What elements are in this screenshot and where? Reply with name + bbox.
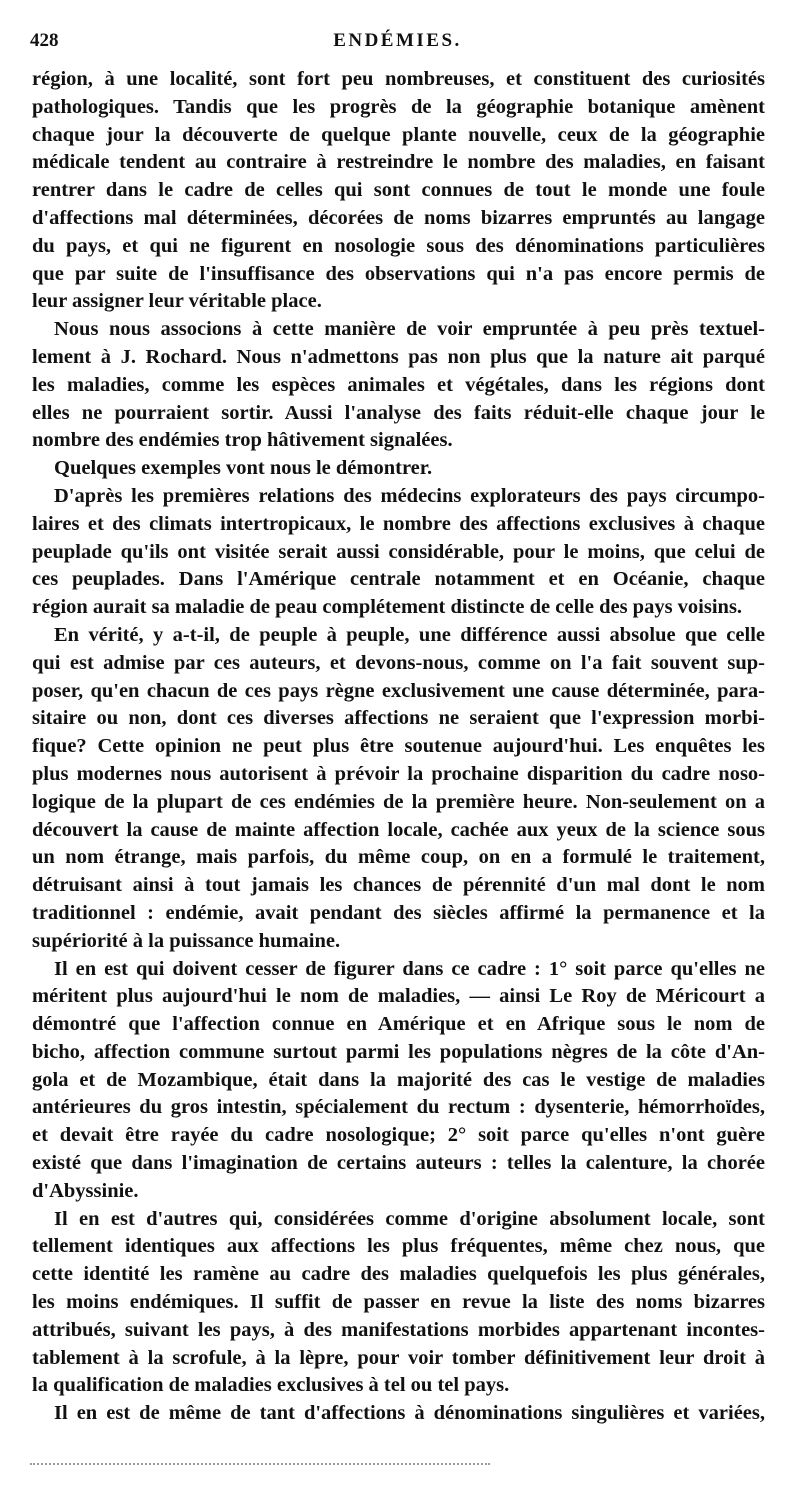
text-line: ces peuplades. Dans l'Amérique centrale notamment et en Océanie, chaque — [32, 568, 765, 591]
print-smudge — [30, 1463, 490, 1465]
text-line: la qualification de maladies exclusives à tel ou tel pays. — [32, 1374, 510, 1397]
text-line: D'après les premières relations des médecins explorateurs des pays circumpo- — [54, 484, 765, 507]
text-line: nombre des endémies trop hâtivement signalées. — [32, 429, 453, 452]
text-line: Il en est d'autres qui, considérées comme d'origine absolument locale, sont — [54, 1207, 765, 1230]
text-line: pathologiques. Tandis que les progrès de la géographie botanique amènent — [32, 95, 765, 118]
text-line: Quelques exemples vont nous le démontrer. — [54, 457, 433, 480]
text-line: chaque jour la découverte de quelque plante nouvelle, ceux de la géographie — [32, 123, 765, 146]
text-line: tablement à la scrofule, à la lèpre, pour voir tomber définitivement leur droit à — [32, 1346, 765, 1369]
running-title: ENDÉMIES. — [333, 30, 462, 51]
text-line: détruisant ainsi à tout jamais les chances de pérennité d'un mal dont le nom — [32, 874, 765, 897]
text-line: qui est admise par ces auteurs, et devons-nous, comme on l'a fait souvent sup- — [32, 651, 765, 674]
text-line: démontré que l'affection connue en Amérique et en Afrique sous le nom de — [32, 1013, 765, 1036]
text-line: poser, qu'en chacun de ces pays règne exclusivement une cause déterminée, para- — [32, 679, 765, 702]
text-line: les maladies, comme les espèces animales et végétales, dans les régions dont — [32, 373, 765, 396]
text-line: laires et des climats intertropicaux, le nombre des affections exclusives à chaque — [32, 512, 765, 535]
text-line: médicale tendent au contraire à restreindre le nombre des maladies, en faisant — [32, 151, 765, 174]
text-line: un nom étrange, mais parfois, du même coup, on en a formulé le traitement, — [32, 846, 765, 869]
text-line: tellement identiques aux affections les plus fréquentes, même chez nous, que — [32, 1235, 765, 1258]
text-line: Il en est de même de tant d'affections à dénominations singulières et variées, — [54, 1402, 765, 1425]
page-number: 428 — [30, 30, 59, 51]
text-line: lement à J. Rochard. Nous n'admettons pas non plus que la nature ait parqué — [32, 345, 765, 368]
page-header — [30, 30, 765, 56]
text-line: peuplade qu'ils ont visitée serait aussi considérable, pour le moins, que celui de — [32, 540, 765, 563]
text-line: antérieures du gros intestin, spécialement du rectum : dysenterie, hémorrhoïdes, — [32, 1096, 765, 1119]
text-line: et devait être rayée du cadre nosologique; 2° soit parce qu'elles n'ont guère — [32, 1124, 765, 1147]
text-line: plus modernes nous autorisent à prévoir la prochaine disparition du cadre noso- — [32, 762, 765, 785]
text-line: logique de la plupart de ces endémies de la première heure. Non-seulement on a — [32, 790, 765, 813]
text-line: d'affections mal déterminées, décorées de noms bizarres empruntés au langage — [32, 206, 765, 229]
text-line: sitaire ou non, dont ces diverses affections ne seraient que l'expression morbi- — [32, 707, 765, 730]
text-line: En vérité, y a-t-il, de peuple à peuple, une différence aussi absolue que celle — [54, 623, 765, 646]
text-line: elles ne pourraient sortir. Aussi l'analyse des faits réduit-elle chaque jour le — [32, 401, 765, 424]
text-line: traditionnel : endémie, avait pendant des siècles affirmé la permanence et la — [32, 901, 765, 924]
text-line: attribués, suivant les pays, à des manifestations morbides appartenant incontes- — [32, 1318, 765, 1341]
text-line: d'Abyssinie. — [32, 1179, 139, 1202]
text-line: rentrer dans le cadre de celles qui sont connues de tout le monde une foule — [32, 179, 765, 202]
body-text — [32, 66, 765, 1428]
text-line: région, à une localité, sont fort peu nombreuses, et constituent des curiosités — [32, 68, 765, 90]
text-line: du pays, et qui ne figurent en nosologie sous des dénominations particulières — [32, 234, 765, 257]
text-line: bicho, affection commune surtout parmi les populations nègres de la côte d'An- — [32, 1040, 765, 1063]
text-line: leur assigner leur véritable place. — [32, 290, 322, 313]
text-line: Il en est qui doivent cesser de figurer dans ce cadre : 1° soit parce qu'elles ne — [54, 957, 765, 980]
text-line: Nous nous associons à cette manière de voir empruntée à peu près textuel- — [54, 318, 765, 341]
text-line: méritent plus aujourd'hui le nom de maladies, — ainsi Le Roy de Méricourt a — [32, 985, 765, 1008]
text-line: cette identité les ramène au cadre des maladies quelquefois les plus générales, — [32, 1263, 765, 1286]
text-line: région aurait sa maladie de peau complétement distincte de celle des pays voisins. — [32, 596, 743, 619]
text-line: existé que dans l'imagination de certains auteurs : telles la calenture, la chorée — [32, 1152, 765, 1175]
text-line: découvert la cause de mainte affection locale, cachée aux yeux de la science sous — [32, 818, 765, 841]
text-line: les moins endémiques. Il suffit de passer en revue la liste des noms bizarres — [32, 1291, 765, 1314]
text-line: que par suite de l'insuffisance des observations qui n'a pas encore permis de — [32, 262, 765, 285]
text-line: supériorité à la puissance humaine. — [32, 929, 341, 952]
text-line: gola et de Mozambique, était dans la majorité des cas le vestige de maladies — [32, 1068, 765, 1091]
text-line: fique? Cette opinion ne peut plus être soutenue aujourd'hui. Les enquêtes les — [32, 735, 765, 758]
